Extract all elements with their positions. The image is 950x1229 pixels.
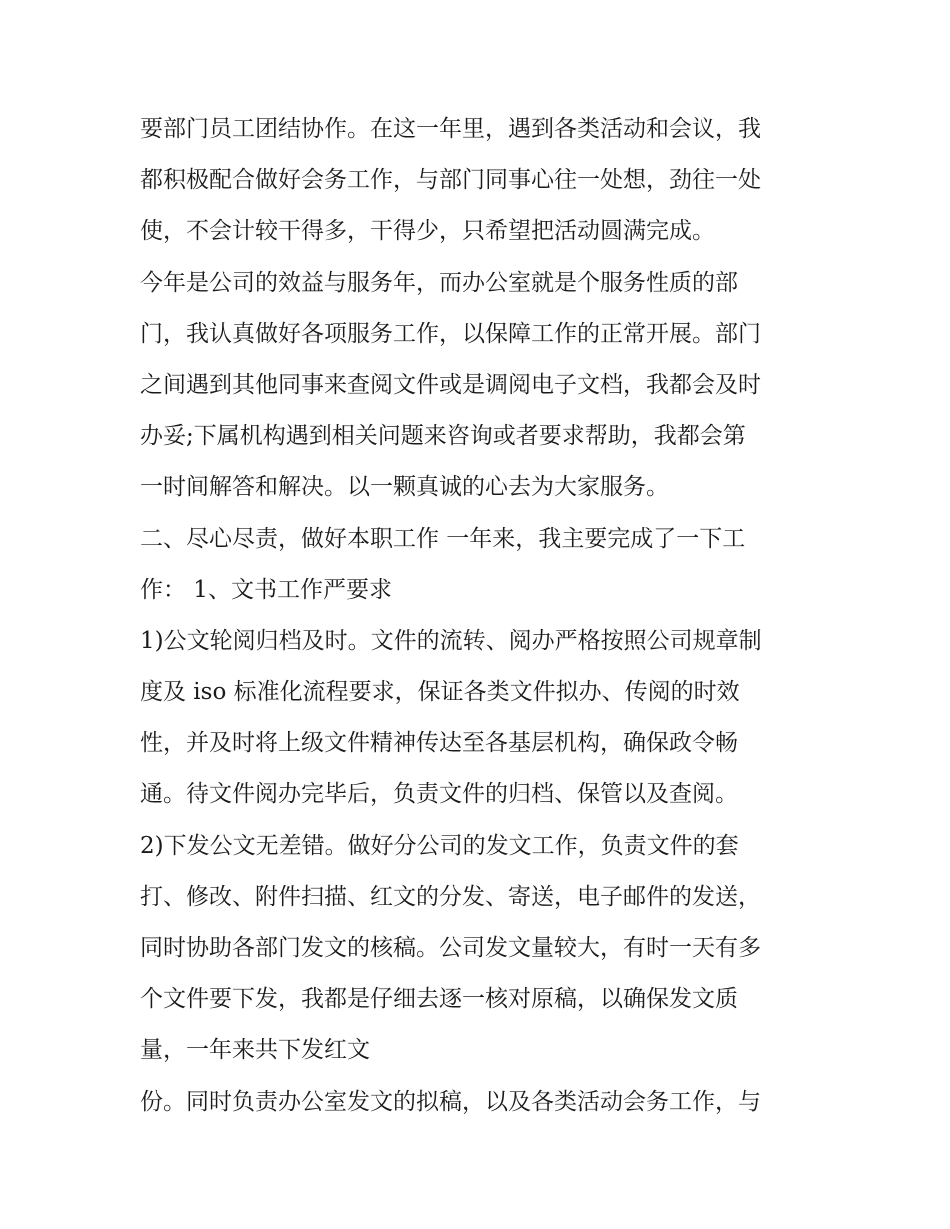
text-line: 份。同时负责办公室发文的拟稿，以及各类活动会务工作，与 — [140, 1088, 761, 1115]
text-line: 度及 iso 标准化流程要求，保证各类文件拟办、传阅的时效 — [140, 679, 740, 706]
text-line: 1)公文轮阅归档及时。文件的流转、阅办严格按照公司规章制 — [140, 627, 762, 654]
text-line: 门，我认真做好各项服务工作，以保障工作的正常开展。部门 — [140, 320, 761, 347]
text-line: 要部门员工团结协作。在这一年里，遇到各类活动和会议，我 — [140, 116, 761, 142]
text-line: 今年是公司的效益与服务年，而办公室就是个服务性质的部 — [140, 269, 738, 296]
text-line: 性，并及时将上级文件精神传达至各基层机构，确保政令畅 — [140, 730, 738, 757]
text-line: 量，一年来共下发红文 — [140, 1037, 370, 1064]
text-line: 打、修改、附件扫描、红文的分发、寄送，电子邮件的发送， — [140, 883, 761, 910]
text-line: 办妥;下属机构遇到相关问题来咨询或者要求帮助，我都会第 — [140, 423, 746, 450]
text-line: 使，不会计较干得多，干得少，只希望把活动圆满完成。 — [140, 218, 715, 245]
text-line: 个文件要下发，我都是仔细去逐一核对原稿，以确保发文质 — [140, 986, 738, 1013]
text-line: 之间遇到其他同事来查阅文件或是调阅电子文档，我都会及时 — [140, 371, 761, 398]
text-line: 同时协助各部门发文的核稿。公司发文量较大，有时一天有多 — [140, 935, 761, 961]
text-line: 作： 1、文书工作严要求 — [140, 576, 392, 603]
text-line: 2)下发公文无差错。做好分公司的发文工作，负责文件的套 — [140, 832, 739, 859]
document-body — [140, 104, 820, 1128]
text-line: 二、尽心尽责，做好本职工作 一年来，我主要完成了一下工 — [140, 525, 746, 552]
text-line: 都积极配合做好会务工作，与部门同事心往一处想，劲往一处 — [140, 167, 761, 194]
text-line: 一时间解答和解决。以一颗真诚的心去为大家服务。 — [140, 474, 669, 501]
text-line: 通。待文件阅办完毕后，负责文件的归档、保管以及查阅。 — [140, 781, 738, 808]
